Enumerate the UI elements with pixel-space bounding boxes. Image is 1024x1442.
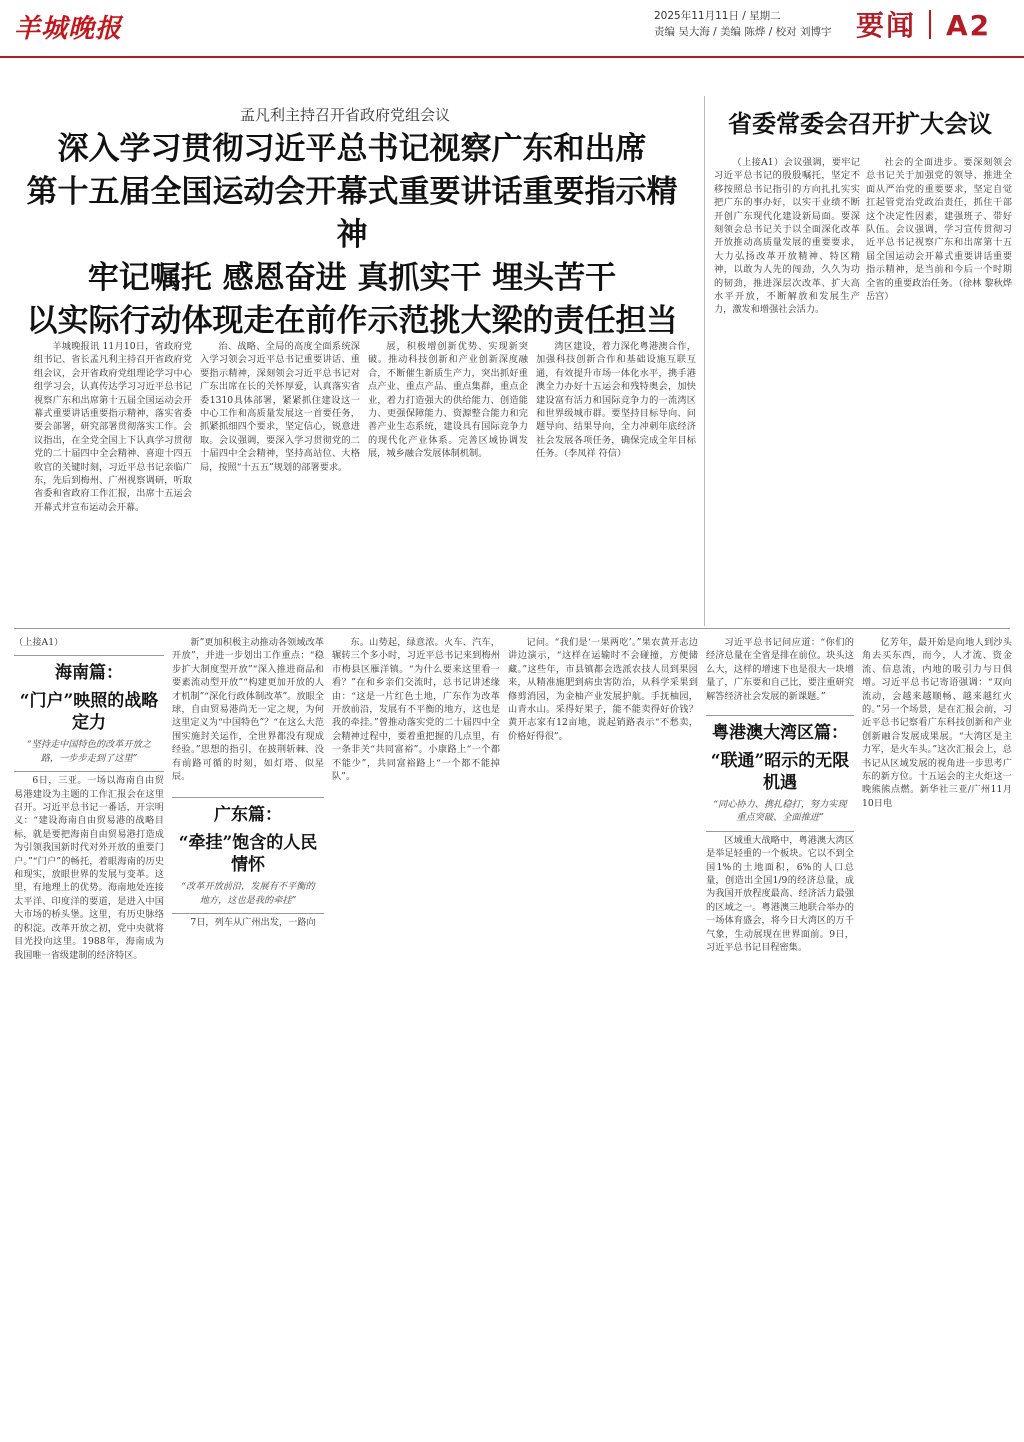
- headline-line: 牢记嘱托 感恩奋进 真抓实干 埋头苦干: [87, 260, 617, 296]
- headline-line: 深入学习贯彻习近平总书记视察广东和出席: [57, 131, 647, 167]
- lower-column-3: 东。山势起，绿意浓。火车、汽车，辗转三个多小时，习近平总书记来到梅州市梅县区雁洋镇。“为什么要来这里看一看？”在和乡亲们交流时，总书记讲述缘由：“这是一片红色土地，广东作为改革开放前沿，发展有不平衡的地方，这也是我的牵挂。”曾推动落实党的二十届四中全会精神过程中，要着重把握的几点里，有一条非关“共同富裕”。小康路上“一个都不能少”，共同富裕路上“一个都不能掉队”。: [332, 637, 500, 783]
- box-title: 海南篇：: [55, 663, 123, 684]
- lower-column-1: （上接A1） 海南篇： “门户”映照的战略定力 “坚持走中国特色的改革开放之路，一步步走到了这里” 6日，三亚。一场以海南自由贸易港建设为主题的工作汇报会在这里召开。习近平总书记一番话，开宗明义：“建设海南自由贸易港的战略目标，就是要把海南自由贸易港打造成为引领我国新时代对外开放的重要门户。”“门户”的畅托，着眼海南的历史和现实，放眼世界的发展与变革。这里，有地理上的优势。海南地处连接太平洋、印度洋的要道，是进入中国大市场的桥头堡。这里，有历史脉络的积淀。改革开放之初，党中央就将目光投向这里。1988年，海南成为我国唯一省级建制的经济特区。: [14, 637, 164, 961]
- section-rule: [14, 628, 1010, 629]
- box-quote: “改革开放前沿，发展有不平衡的地方，这也是我的牵挂”: [181, 881, 315, 906]
- lower-column-6: 亿芳年，最开始是向地人到沙头角去买东西，而今，人才流、资金流、信息流，内地的吸引力与日俱增。习近平总书记寄语强调：“双向流动，会越来越顺畅、越来越红火的。”另一个场景，是在汇报会前，习近平总书记察看广东科技创新和产业创新融合发展成果展。“大湾区是主力军，是火车头。”这次汇报会上，总书记从区域发展的视角进一步思考广东的新方位。十五运会的主火炬这一晚熊熊点燃。新华社三亚/广州11月10日电: [862, 637, 1012, 809]
- lower-column-4: 记问。“我们是‘一果两吃’。”果农黄开志边讲边演示，“这样在运输时不会碰撞，方便储藏。”这些年，市县镇都会选派农技人员到果园来，从精准施肥到病虫害防治，从科学采果到修剪消园，为金柚产业发展护航。手抚柚园，山青水山。采得好果子，能不能卖得好价钱？黄开志家有12亩地，说起销路表示“不愁卖，价格好得很”。: [508, 637, 698, 742]
- column-divider: [704, 96, 705, 626]
- box-quote: “同心协力、携扎稳打，努力实现重点突破、全面推进”: [713, 799, 847, 824]
- lower-column-5: 习近平总书记问应道：“你们的经济总量在全省是排在前位。块头这么大，这样的增速下也是很大一块增量了，广东要和自己比，要注重研究解答经济社会发展的新课题。” 粤港澳大湾区篇： “联通”昭示的无限机遇 “同心协力、携扎稳打，努力实现重点突破、全面推进” 区域重大战略中，粤港澳大湾区是举足轻重的一个板块。它以不到全国1%的土地面积，6%的人口总量，创造出全国1/9的经济总量，成为我国开放程度最高、经济活力最强的区域之一。粤港澳三地联合举办的一场体育盛会，将今日大湾区的万千气象，生动展现在世界面前。9日，习近平总书记目程密集。: [706, 637, 854, 954]
- side-column-1: （上接A1）会议强调，要牢记习近平总书记的殷殷嘱托，坚定不移按照总书记指引的方向扎扎实实把广东的事办好，以实干业绩不断开创广东现代化建设新局面。要深刻领会总书记关于以全面深化改革开放推动高质量发展的重要要求，大力弘扬改革开放精神、特区精神，以敢为人先的闯劲，久久为功的韧劲，推进深层次改革、扩大高水平开放，不断解放和发展生产力，激发和增强社会活力。: [714, 157, 860, 316]
- continued-from: （上接A1）: [14, 637, 64, 648]
- lead-column-4: 湾区建设，着力深化粤港澳合作，加强科技创新合作和基础设施互联互通，有效提升市场一体化水平，携手港澳全力办好十五运会和残特奥会，加快建设富有活力和国际竞争力的一流湾区和世界级城市群。要坚持目标导向、问题导向、结果导向，全力冲刺年底经济社会发展各项任务，确保完成全年目标任务。（李凤祥 符信）: [536, 341, 696, 460]
- box-guangdong: [172, 797, 324, 914]
- lead-column-2: 治、战略、全局的高度全面系统深入学习领会习近平总书记重要讲话、重要指示精神，深刻领会习近平总书记对广东出席在长的关怀厚爱，认真落实省委1310具体部署，紧紧抓住建设这一中心工作和高质量发展这一首要任务，抓紧抓细四个要求，坚定信心，锐意进取。会议强调，要深入学习贯彻党的二十届四中全会精神，坚持高站位、大格局，按照“十五五”规划的部署要求。: [200, 341, 360, 473]
- side-headline: 省委常委会召开扩大会议: [728, 109, 992, 138]
- issue-date: 2025年11月11日 / 星期二: [654, 10, 781, 22]
- box-title: 广东篇：: [214, 805, 282, 826]
- box-hainan: [14, 655, 164, 772]
- headline-line: 以实际行动体现走在前作示范挑大梁的责任担当: [26, 303, 678, 339]
- box-subtitle: “门户”映照的战略定力: [19, 691, 159, 734]
- headline-line: 第十五届全国运动会开幕式重要讲话重要指示精神: [26, 174, 678, 253]
- issue-info: [654, 8, 831, 40]
- side-column-2: 社会的全面进步。要深刻领会总书记关于加强党的领导、推进全面从严治党的重要要求，坚定自觉扛起管党治党政治责任，抓住干部这个决定性因素，建强班子、带好队伍。会议强调，学习宣传贯彻习近平总书记视察广东和出席第十五届全国运动会开幕式重要讲话重要指示精神，是当前和今后一个时期全省的重要政治任务。（徐林 黎秋烨 岳宫）: [866, 157, 1012, 303]
- masthead: [0, 0, 1024, 58]
- box-title: 粤港澳大湾区篇：: [712, 723, 848, 744]
- section-label: 要闻｜A2: [856, 9, 992, 42]
- lead-headline: [14, 128, 690, 343]
- box-gba: [706, 715, 854, 832]
- newspaper-logo: 羊城晚报: [14, 14, 123, 44]
- lead-column-1: 羊城晚报讯 11月10日，省政府党组书记、省长孟凡利主持召开省政府党组会议，会开省政府党组理论学习中心组学习会，认真传达学习习近平总书记视察广东和出席第十五届全国运动会开幕式重要讲话重要指示精神，落实省委要会部署，研究部署贯彻落实工作。会议指出，在全党全国上下认真学习贯彻党的二十届四中全会精神、喜迎十四五收官的关键时刻，习近平总书记亲临广东，先后到梅州、广州视察调研，听取省委和省政府工作汇报，出席十五运会开幕式并宣布运动会开幕。: [34, 341, 192, 513]
- lower-column-2: 新”更加积极主动推动各领域改革开放”，并进一步划出工作重点：“稳步扩大制度型开放”“深入推进商品和要素流动型开放”“构建更加开放的人才机制”“深化行政体制改革”。放眼全球，自由贸易港尚无一定之规，为何这里定义为“中国特色”？“在这么大范围实施封关运作，全世界都没有现成经验。”思想的指引，在披荆斩棘、没有前路可循的时刻，如灯塔、似星辰。 广东篇： “牵挂”饱含的人民情怀 “改革开放前沿，发展有不平衡的地方，这也是我的牵挂” 7日，列车从广州出发，一路向: [172, 637, 324, 929]
- editors-line: 责编 吴大海 / 美编 陈烨 / 校对 刘博宇: [654, 26, 832, 38]
- box-subtitle: “牵挂”饱含的人民情怀: [178, 833, 318, 876]
- box-subtitle: “联通”昭示的无限机遇: [710, 751, 850, 794]
- box-quote: “坚持走中国特色的改革开放之路，一步步走到了这里”: [26, 739, 152, 764]
- lead-column-3: 展，积极增创新优势、实现新突破。推动科技创新和产业创新深度融合，不断催生新质生产力，突出抓好重点产业、重点产品、重点集群，重点企业，着力打造强大的供给能力、创造能力、更强保障能力、资源整合能力和完善产业生态系统，建设具有国际竞争力的现代化产业体系。完善区域协调发展，城乡融合发展体制机制。: [368, 341, 528, 460]
- lead-kicker: 孟凡利主持召开省政府党组会议: [239, 106, 450, 124]
